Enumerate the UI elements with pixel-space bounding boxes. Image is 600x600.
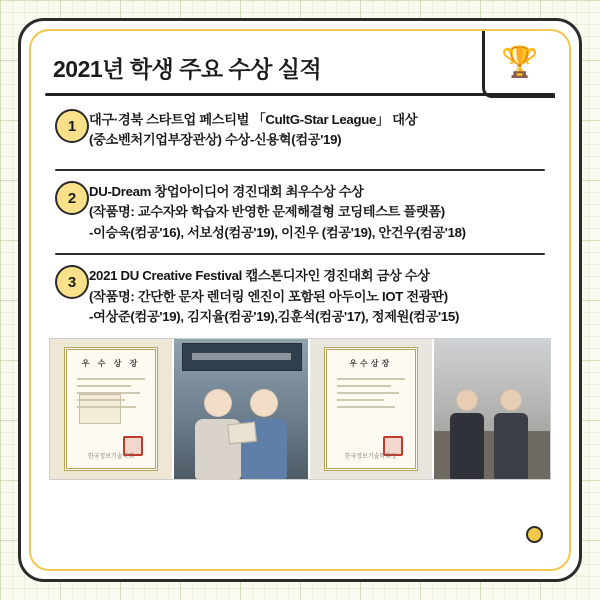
person-body [494, 413, 528, 479]
award-line: 대구·경북 스타트업 페스티벌 「CultG-Star League」 대상 [89, 112, 418, 127]
photo-strip [49, 338, 551, 480]
award-text [89, 263, 545, 327]
award-line: (중소벤처기업부장관상) 수상-신용혁(컴공'19) [89, 132, 342, 148]
person-figure [450, 389, 484, 479]
students-outdoor-photo [434, 339, 550, 479]
trophy-icon: 🏆 [501, 46, 539, 79]
certificate-issuer: 한국정보기술학회장 [344, 453, 397, 460]
certificate-photo-1 [50, 339, 172, 479]
award-line: -이승욱(컴공'16), 서보성(컴공'19), 이진우 (컴공'19), 안건우(컴공'18) [89, 224, 466, 240]
header-divider [45, 93, 555, 96]
person-head [500, 389, 522, 411]
award-number-badge: 1 [55, 109, 89, 143]
award-item [55, 107, 545, 159]
certificate-title: 우수상장 [349, 358, 393, 368]
person-head [204, 389, 232, 417]
award-item [55, 179, 545, 243]
person-head [250, 389, 278, 417]
certificate-photo-2 [310, 339, 432, 479]
award-line: (작품명: 교수자와 학습자 반영한 문제해결형 코딩테스트 플랫폼) [89, 204, 445, 220]
certificate-graphic [64, 347, 158, 471]
trophy-box [482, 31, 555, 98]
awards-list [55, 107, 545, 328]
certificate-lines [77, 378, 145, 413]
ceremony-banner [182, 343, 302, 371]
award-line: 2021 DU Creative Festival 캡스톤디자인 경진대회 금상 수상 [89, 268, 430, 284]
award-number-badge: 2 [55, 181, 89, 215]
certificate-lines [337, 378, 405, 413]
certificate-issuer: 한국정보기술학회 [87, 453, 135, 460]
person-figure [494, 389, 528, 479]
award-item [55, 263, 545, 327]
poster-header [45, 41, 555, 97]
certificate-title: 우 수 상 장 [81, 358, 141, 368]
award-plaque [227, 421, 257, 444]
corner-dot-decoration [526, 526, 543, 543]
poster-card [18, 18, 582, 582]
poster-inner [29, 29, 571, 571]
person-head [456, 389, 478, 411]
award-line: -여상준(컴공'19), 김지율(컴공'19),김훈석(컴공'17), 정제원(컴공'15) [89, 309, 460, 325]
award-line: (작품명: 간단한 문자 렌더링 엔진이 포함된 아두이노 IOT 전광판) [89, 288, 448, 304]
certificate-graphic [324, 347, 418, 471]
award-divider [55, 253, 545, 255]
person-body [450, 413, 484, 479]
award-ceremony-photo [174, 339, 308, 479]
award-text [89, 107, 545, 151]
award-line: DU-Dream 창업아이디어 경진대회 최우수상 수상 [89, 184, 364, 199]
award-divider [55, 169, 545, 171]
page-title: 2021년 학생 주요 수상 실적 [53, 56, 322, 82]
award-number-badge: 3 [55, 265, 89, 299]
award-text [89, 179, 545, 243]
